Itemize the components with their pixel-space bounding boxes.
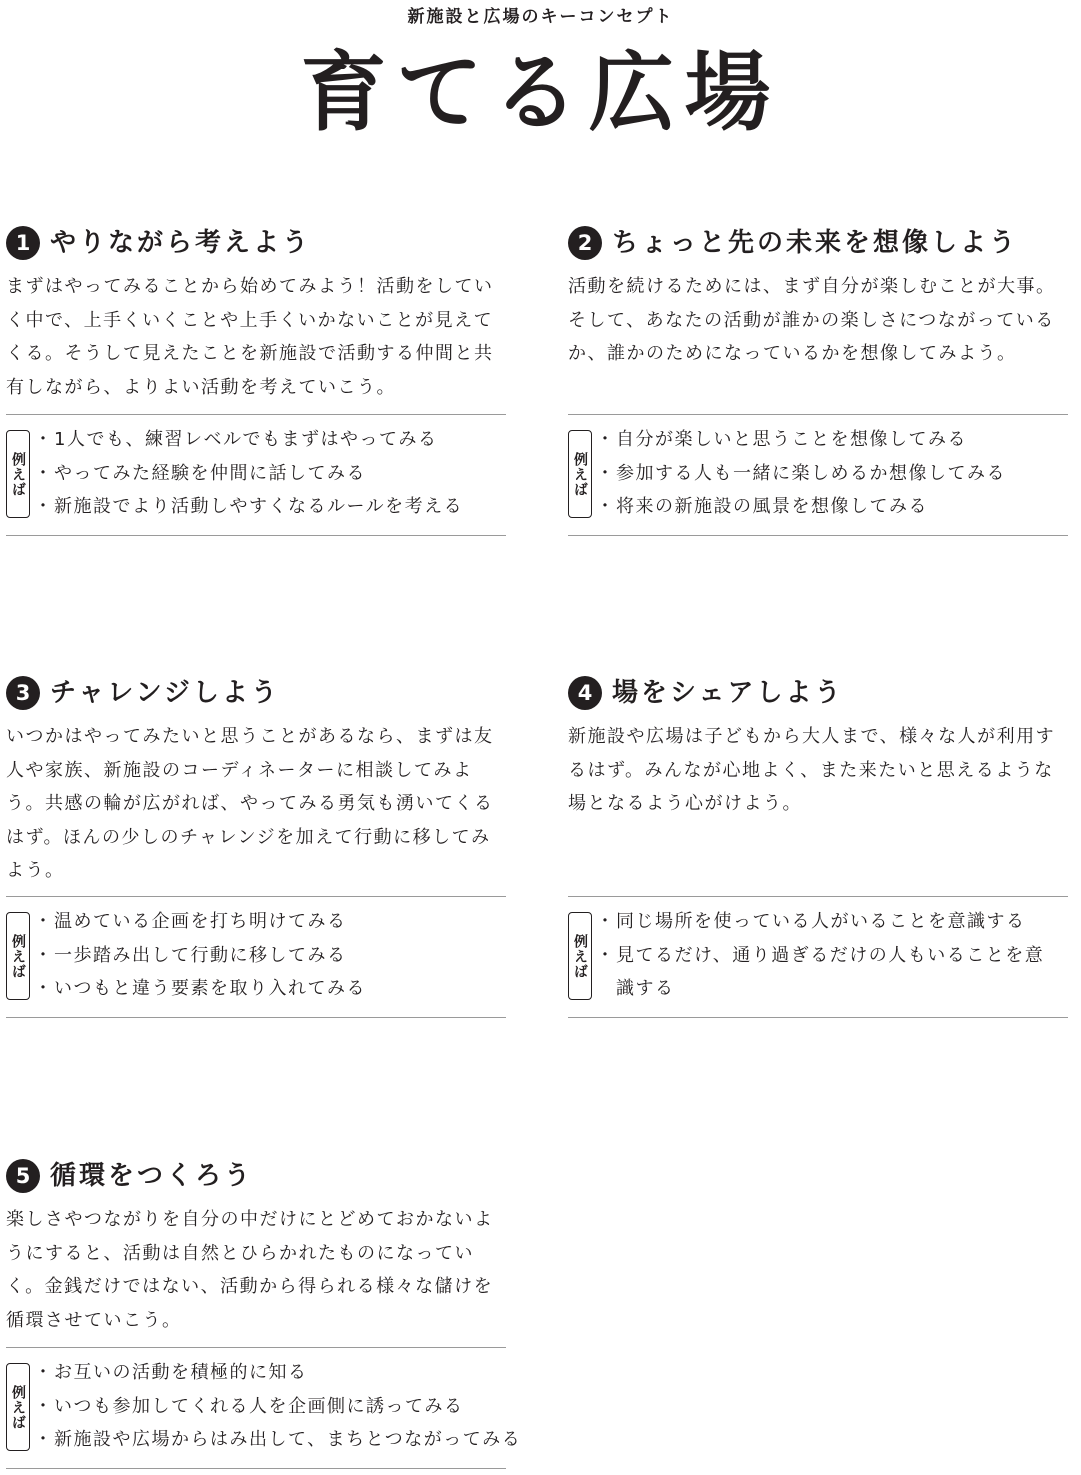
divider: [6, 1468, 506, 1469]
examples-label: 例えば: [6, 912, 30, 1000]
section-header: [568, 670, 1068, 712]
examples-box: [6, 897, 506, 1017]
section-header: [568, 220, 1068, 262]
concept-section-2: [568, 220, 1068, 536]
divider: [568, 535, 1068, 536]
section-body: まずはやってみることから始めてみよう！活動をしていく中で、上手くいくことや上手くいかないことが見えてくる。そうして見えたことを新施設で活動する仲間と共有しながら、よりよい活動を考えていこう。: [6, 276, 494, 398]
examples-box: [6, 1348, 522, 1468]
example-item: ・ お互いの活動を積極的に知る: [44, 1356, 506, 1390]
section-body: 楽しさやつながりを自分の中だけにとどめておかないようにすると、活動は自然とひらかれたものになっていく。金銭だけではない、活動から得られる様々な儲けを循環させていこう。: [6, 1209, 494, 1331]
example-item: ・ 自分が楽しいと思うことを想像してみる: [606, 423, 1068, 457]
examples-label: 例えば: [568, 430, 592, 518]
section-number-badge: 4: [568, 676, 602, 710]
examples-list: [6, 423, 506, 524]
section-title: やりながら考えよう: [50, 228, 312, 258]
section-number-badge: 3: [6, 676, 40, 710]
examples-label: 例えば: [568, 912, 592, 1000]
example-item: ・ 新施設でより活動しやすくなるルールを考える: [44, 490, 506, 524]
example-item: ・ 参加する人も一緒に楽しめるか想像してみる: [606, 457, 1068, 491]
divider: [568, 1017, 1068, 1018]
example-item: ・ 新施設や広場からはみ出して、まちとつながってみる: [44, 1423, 506, 1457]
page-title: 育てる広場: [300, 43, 781, 143]
divider: [6, 535, 506, 536]
example-item: ・ 温めている企画を打ち明けてみる: [44, 905, 506, 939]
section-body: 活動を続けるためには、まず自分が楽しむことが大事。そして、あなたの活動が誰かの楽しさにつながっているか、誰かのためになっているかを想像してみよう。: [568, 276, 1056, 364]
example-item: ・ いつも参加してくれる人を企画側に誘ってみる: [44, 1390, 506, 1424]
example-item: ・ いつもと違う要素を取り入れてみる: [44, 972, 506, 1006]
examples-list: [568, 905, 1068, 1006]
example-item: ・ 将来の新施設の風景を想像してみる: [606, 490, 1068, 524]
section-title: チャレンジしよう: [50, 678, 280, 708]
concept-section-3: [6, 670, 506, 1018]
examples-label: 例えば: [6, 1363, 30, 1451]
concept-section-4: [568, 670, 1068, 1018]
example-item: ・ 同じ場所を使っている人がいることを意識する: [606, 905, 1068, 939]
section-header: [6, 220, 506, 262]
section-header: [6, 1153, 506, 1195]
examples-label: 例えば: [6, 430, 30, 518]
section-title: ちょっと先の未来を想像しよう: [612, 228, 1019, 258]
concept-section-5: [6, 1153, 522, 1469]
examples-list: [6, 1356, 522, 1457]
section-body: いつかはやってみたいと思うことがあるなら、まずは友人や家族、新施設のコーディネーターに相談してみよう。共感の輪が広がれば、やってみる勇気も湧いてくるはず。ほんの少しのチャレンジを加えて行動に移してみよう。: [6, 726, 494, 881]
examples-box: [568, 415, 1068, 535]
example-item: ・ 1人でも、練習レベルでもまずはやってみる: [44, 423, 506, 457]
example-item: ・ 見てるだけ、通り過ぎるだけの人もいることを意識する: [606, 939, 1056, 1006]
section-number-badge: 5: [6, 1159, 40, 1193]
examples-list: [568, 423, 1068, 524]
examples-box: [6, 415, 506, 535]
page-subtitle: 新施設と広場のキーコンセプト: [407, 7, 674, 27]
section-title: 循環をつくろう: [50, 1161, 254, 1191]
example-item: ・ 一歩踏み出して行動に移してみる: [44, 939, 506, 973]
section-number-badge: 2: [568, 226, 602, 260]
examples-box: [568, 897, 1068, 1017]
concept-section-1: [6, 220, 506, 536]
section-number-badge: 1: [6, 226, 40, 260]
section-body: 新施設や広場は子どもから大人まで、様々な人が利用するはず。みんなが心地よく、また来たいと思えるような場となるよう心がけよう。: [568, 726, 1056, 814]
example-item: ・ やってみた経験を仲間に話してみる: [44, 457, 506, 491]
section-header: [6, 670, 506, 712]
examples-list: [6, 905, 506, 1006]
divider: [6, 1017, 506, 1018]
section-title: 場をシェアしよう: [612, 678, 844, 708]
